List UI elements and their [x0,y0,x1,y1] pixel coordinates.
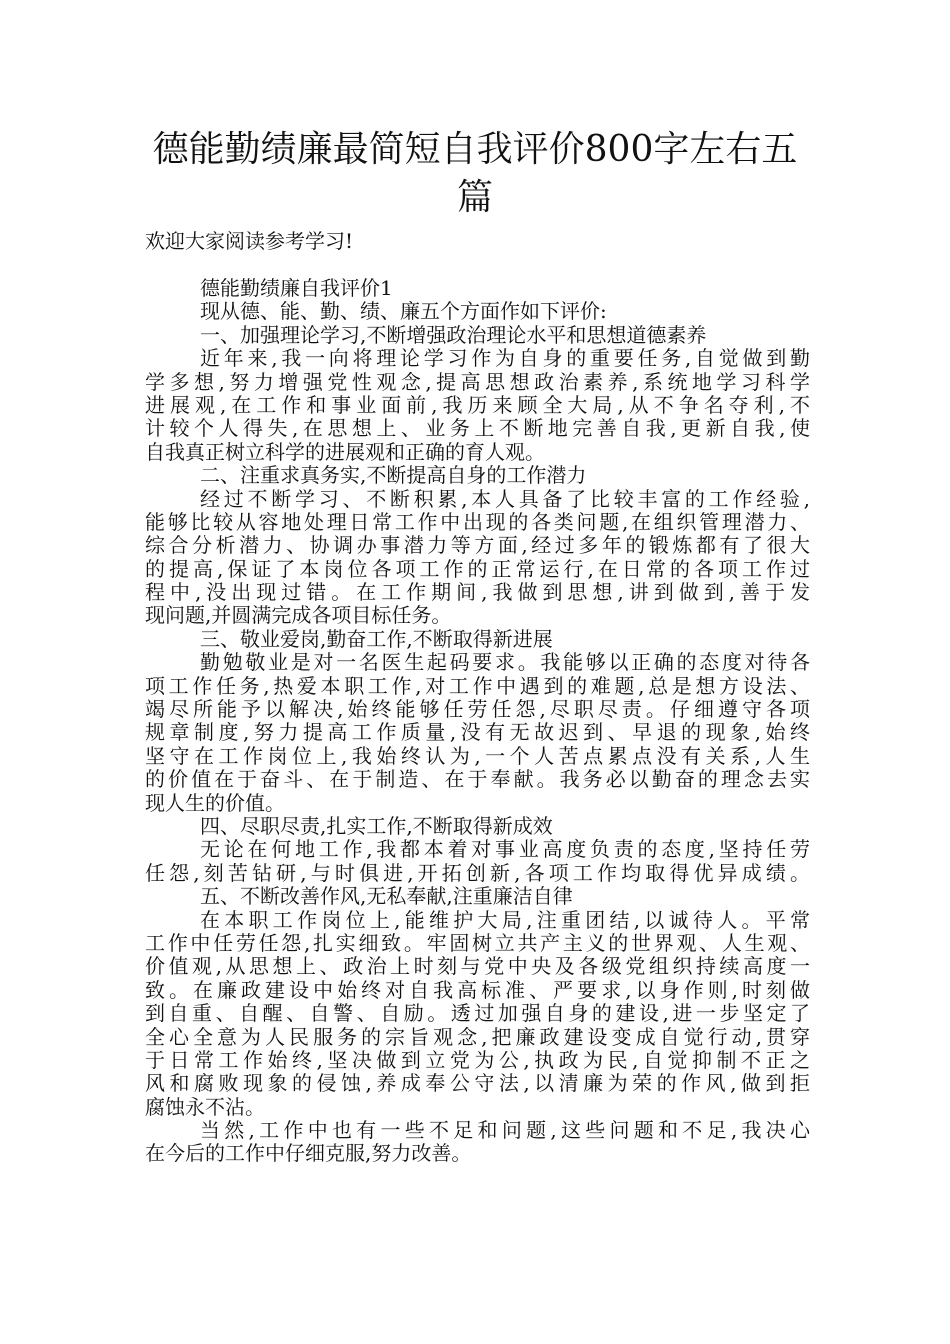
body-text-line: 工作中任劳任怨,扎实细致。牢固树立共产主义的世界观、人生观、 [145,930,810,955]
body-text-line: 全心全意为人民服务的宗旨观念,把廉政建设变成自觉行动,贯穿 [145,1024,810,1049]
body-text-line: 无论在何地工作,我都本着对事业高度负责的态度,坚持任劳 [200,837,810,862]
body-text-line: 风和腐败现象的侵蚀,养成奉公守法,以清廉为荣的作风,做到拒 [145,1071,810,1096]
body-text-line: 竭尽所能予以解决,始终能够任劳任怨,尽职尽责。仔细遵守各项 [145,697,810,722]
body-text-line: 计较个人得失,在思想上、业务上不断地完善自我,更新自我,使 [145,416,810,441]
intro-text: 欢迎大家阅读参考学习! [145,229,354,253]
body-text-line: 四、尽职尽责,扎实工作,不断取得新成效 [200,813,553,838]
body-text-line: 致。在廉政建设中始终对自我高标准、严要求,以身作则,时刻做 [145,977,810,1002]
body-text-line: 自我真正树立科学的进展观和正确的育人观。 [145,439,545,464]
body-text-line: 在本职工作岗位上,能维护大局,注重团结,以诚待人。平常 [200,907,810,932]
body-text-line: 于日常工作始终,坚决做到立党为公,执政为民,自觉抑制不正之 [145,1047,810,1072]
document-body [145,277,810,1166]
body-text-line: 现问题,并圆满完成各项目标任务。 [145,603,452,628]
body-text-line: 进展观,在工作和事业面前,我历来顾全大局,从不争名夺利,不 [145,392,810,417]
document-title-line-2: 篇 [456,177,493,218]
body-text-line: 能够比较从容地处理日常工作中出现的各类问题,在组织管理潜力、 [145,509,810,534]
body-text-line: 的提高,保证了本岗位各项工作的正常运行,在日常的各项工作过 [145,556,810,581]
body-text-line: 价值观,从思想上、政治上时刻与党中央及各级党组织持续高度一 [145,954,810,979]
body-text-line: 德能勤绩廉自我评价1 [200,276,393,300]
body-text-line: 三、敬业爱岗,勤奋工作,不断取得新进展 [200,626,553,651]
body-text-line: 坚守在工作岗位上,我始终认为,一个人苦点累点没有关系,人生 [145,743,810,768]
body-text-line: 二、注重求真务实,不断提高自身的工作潜力 [200,463,587,488]
body-text-line: 项工作任务,热爱本职工作,对工作中遇到的难题,总是想方设法、 [145,673,810,698]
body-text-line: 一、加强理论学习,不断增强政治理论水平和思想道德素养 [200,322,707,347]
body-text-line: 五、不断改善作风,无私奉献,注重廉洁自律 [200,884,573,909]
body-text-line: 现从德、能、勤、绩、廉五个方面作如下评价: [200,299,607,324]
body-text-line: 当然,工作中也有一些不足和问题,这些问题和不足,我决心 [200,1118,810,1143]
body-text-line: 程中,没出现过错。在工作期间,我做到思想,讲到做到,善于发 [145,580,810,605]
body-text-line: 腐蚀永不沾。 [145,1094,265,1119]
body-text-line: 在今后的工作中仔细克服,努力改善。 [145,1141,472,1166]
body-text-line: 勤勉敬业是对一名医生起码要求。我能够以正确的态度对待各 [200,650,810,675]
body-text-line: 经过不断学习、不断积累,本人具备了比较丰富的工作经验, [200,486,810,511]
body-text-line: 近年来,我一向将理论学习作为自身的重要任务,自觉做到勤 [200,346,810,371]
body-text-line: 综合分析潜力、协调办事潜力等方面,经过多年的锻炼都有了很大 [145,533,810,558]
body-text-line: 任怨,刻苦钻研,与时俱进,开拓创新,各项工作均取得优异成绩。 [145,860,810,885]
body-text-line: 到自重、自醒、自警、自励。透过加强自身的建设,进一步坚定了 [145,1001,810,1026]
document-title-line-1: 德能勤绩廉最简短自我评价800字左右五 [152,129,798,170]
body-text-line: 学多想,努力增强党性观念,提高思想政治素养,系统地学习科学 [145,369,810,394]
body-text-line: 现人生的价值。 [145,790,285,815]
body-text-line: 规章制度,努力提高工作质量,没有无故迟到、早退的现象,始终 [145,720,810,745]
document-title [140,126,810,222]
body-text-line: 的价值在于奋斗、在于制造、在于奉献。我务必以勤奋的理念去实 [145,767,810,792]
